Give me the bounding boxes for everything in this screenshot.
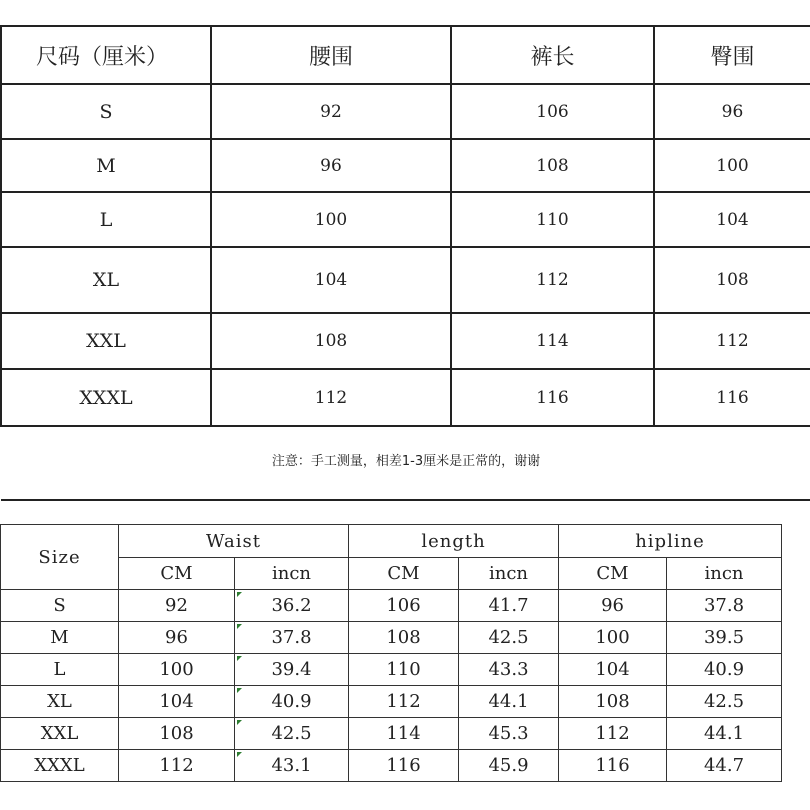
en-unit-cm: CM: [119, 558, 235, 590]
cn-cell-hip: 104: [654, 192, 810, 247]
en-cell-hip-inch: 42.5: [667, 686, 782, 718]
table-row: [1, 84, 810, 139]
cn-cell-waist: 104: [211, 247, 451, 313]
en-unit-cm: CM: [349, 558, 459, 590]
en-cell-size: M: [1, 622, 119, 654]
table-row: [1, 313, 810, 369]
en-cell-waist-inch: 42.5: [235, 718, 349, 750]
cn-cell-length: 116: [451, 369, 654, 426]
en-cell-length-inch: 45.3: [459, 718, 559, 750]
cn-cell-size: XL: [1, 247, 211, 313]
cn-header-size: 尺码（厘米）: [1, 26, 211, 84]
en-cell-hip-inch: 40.9: [667, 654, 782, 686]
cn-cell-hip: 108: [654, 247, 810, 313]
en-cell-length-inch: 45.9: [459, 750, 559, 782]
en-cell-waist-inch: 37.8: [235, 622, 349, 654]
en-cell-hip-cm: 112: [559, 718, 667, 750]
en-cell-hip-cm: 116: [559, 750, 667, 782]
table-row: [1, 686, 782, 718]
en-cell-size: L: [1, 654, 119, 686]
cn-cell-waist: 108: [211, 313, 451, 369]
cn-header-waist: 腰围: [211, 26, 451, 84]
en-cell-length-cm: 116: [349, 750, 459, 782]
en-header-size: Size: [1, 525, 119, 590]
cn-header-hip: 臀围: [654, 26, 810, 84]
en-header-hipline: hipline: [559, 525, 782, 558]
en-cell-length-inch: 43.3: [459, 654, 559, 686]
cn-cell-size: XXL: [1, 313, 211, 369]
en-cell-size: XL: [1, 686, 119, 718]
cn-cell-length: 110: [451, 192, 654, 247]
cn-cell-hip: 96: [654, 84, 810, 139]
cn-cell-hip: 116: [654, 369, 810, 426]
en-cell-length-cm: 106: [349, 590, 459, 622]
cn-cell-waist: 100: [211, 192, 451, 247]
en-cell-hip-inch: 39.5: [667, 622, 782, 654]
cn-cell-waist: 92: [211, 84, 451, 139]
en-cell-hip-cm: 104: [559, 654, 667, 686]
table-row: [1, 750, 782, 782]
cn-cell-hip: 112: [654, 313, 810, 369]
en-cell-size: S: [1, 590, 119, 622]
en-cell-waist-cm: 96: [119, 622, 235, 654]
en-cell-length-cm: 110: [349, 654, 459, 686]
cn-cell-hip: 100: [654, 139, 810, 192]
en-cell-waist-inch: 39.4: [235, 654, 349, 686]
en-cell-waist-cm: 100: [119, 654, 235, 686]
cn-cell-length: 108: [451, 139, 654, 192]
en-cell-length-cm: 112: [349, 686, 459, 718]
cn-cell-waist: 96: [211, 139, 451, 192]
en-cell-waist-cm: 104: [119, 686, 235, 718]
cn-cell-length: 114: [451, 313, 654, 369]
en-cell-size: XXL: [1, 718, 119, 750]
cn-cell-size: M: [1, 139, 211, 192]
en-cell-length-inch: 41.7: [459, 590, 559, 622]
cn-note-text: 注意：手工测量，相差1-3厘米是正常的，谢谢: [271, 453, 541, 469]
table-row: [1, 247, 810, 313]
table-row: [1, 654, 782, 686]
cn-note-row: [1, 426, 810, 500]
en-header-waist: Waist: [119, 525, 349, 558]
en-cell-hip-cm: 96: [559, 590, 667, 622]
cn-cell-length: 112: [451, 247, 654, 313]
cn-cell-length: 106: [451, 84, 654, 139]
en-cell-size: XXXL: [1, 750, 119, 782]
en-unit-inch: incn: [667, 558, 782, 590]
en-header-row: [1, 525, 782, 558]
en-unit-cm: CM: [559, 558, 667, 590]
cn-header-length: 裤长: [451, 26, 654, 84]
en-cell-waist-inch: 40.9: [235, 686, 349, 718]
en-units-row: [1, 558, 782, 590]
table-row: [1, 139, 810, 192]
en-cell-hip-cm: 108: [559, 686, 667, 718]
en-cell-waist-cm: 108: [119, 718, 235, 750]
en-cell-length-cm: 108: [349, 622, 459, 654]
en-header-length: length: [349, 525, 559, 558]
table-row: [1, 369, 810, 426]
table-row: [1, 192, 810, 247]
en-cell-hip-inch: 37.8: [667, 590, 782, 622]
cn-size-table: [0, 25, 810, 501]
en-size-table: [0, 524, 782, 782]
en-unit-inch: incn: [235, 558, 349, 590]
en-cell-waist-cm: 92: [119, 590, 235, 622]
en-cell-hip-cm: 100: [559, 622, 667, 654]
en-cell-length-inch: 42.5: [459, 622, 559, 654]
table-row: [1, 718, 782, 750]
table-row: [1, 590, 782, 622]
cn-note: [1, 426, 810, 500]
cn-header-row: [1, 26, 810, 84]
en-cell-hip-inch: 44.7: [667, 750, 782, 782]
cn-cell-size: S: [1, 84, 211, 139]
en-cell-waist-inch: 36.2: [235, 590, 349, 622]
cn-cell-size: L: [1, 192, 211, 247]
cn-cell-size: XXXL: [1, 369, 211, 426]
en-cell-hip-inch: 44.1: [667, 718, 782, 750]
en-cell-length-cm: 114: [349, 718, 459, 750]
en-unit-inch: incn: [459, 558, 559, 590]
table-row: [1, 622, 782, 654]
en-cell-length-inch: 44.1: [459, 686, 559, 718]
en-cell-waist-cm: 112: [119, 750, 235, 782]
cn-cell-waist: 112: [211, 369, 451, 426]
en-cell-waist-inch: 43.1: [235, 750, 349, 782]
